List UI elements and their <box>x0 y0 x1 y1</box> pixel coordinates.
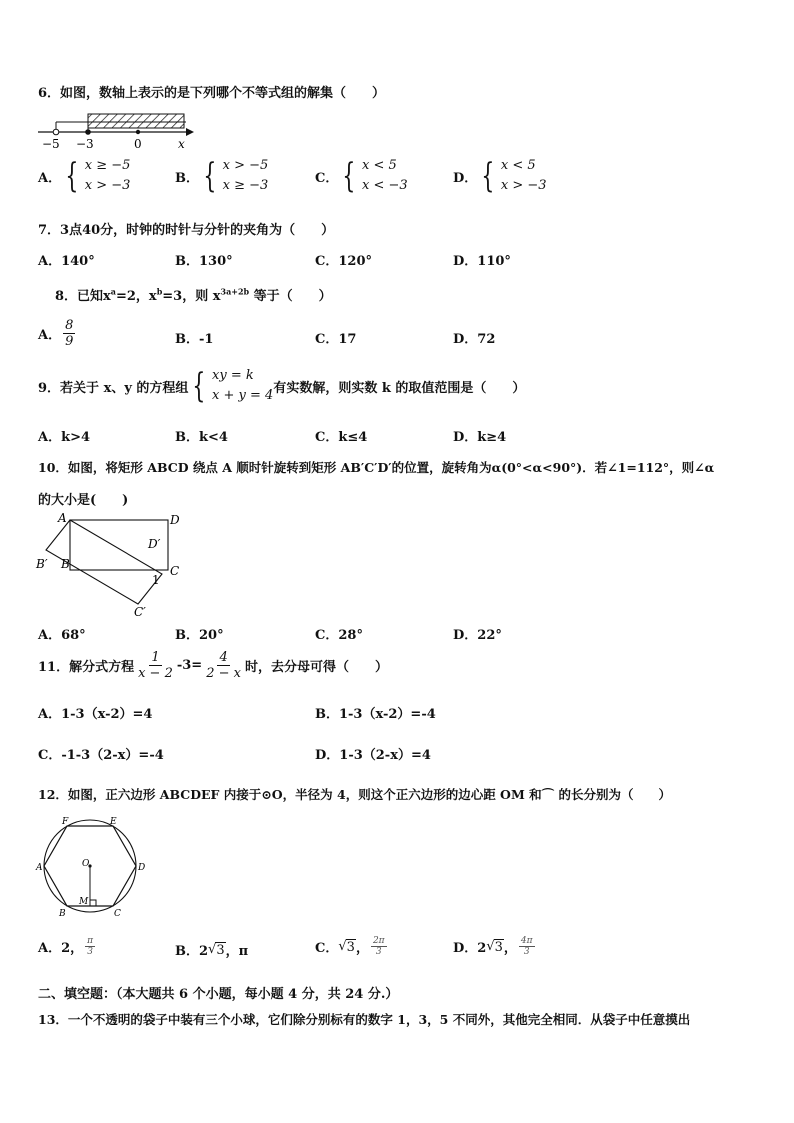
q10-option-a: A．68° <box>38 628 86 643</box>
q11-option-d: D．1-3（2-x）=4 <box>315 748 431 763</box>
label-M: M <box>79 897 89 907</box>
label-A: A <box>58 511 67 525</box>
q13-stem: 13．一个不透明的袋子中装有三个小球，它们除分别标有的数字 1，3，5 不同外，其他完全相同．从袋子中任意摸出 <box>38 1012 691 1027</box>
label-B: B <box>61 557 70 571</box>
q12-option-c: C． √ 3 ， $\frac{2\pi}{3}$ <box>315 936 385 957</box>
label-Bp: B′ <box>36 557 48 571</box>
q12-option-a: A．2， $\frac{\pi}{3}$ <box>38 936 94 957</box>
q11-stem: 11．解分式方程 $\frac{1}{x - 2}$ -3= $\frac{4}{2 - x}$ 时，去分母可得（ ） <box>38 650 388 681</box>
q8-stem: 8．已知$x^a=2$，$x^b=3$，则 $x^{3a+2b}$ 等于（ ） <box>55 286 332 304</box>
q9-stem: 9．若关于 x、y 的方程组 { xy = k x + y = 4 有实数解，则实数 k 的取值范围是（ ） <box>38 366 526 406</box>
hexagon-circle-figure <box>34 812 154 920</box>
q7-option-c: C．120° <box>315 254 372 269</box>
q8-option-a: A． $\frac{8}{9}$ <box>38 318 74 349</box>
q12-option-b: B．2 √ 3 ，π <box>175 941 249 959</box>
q11-option-a: A．1-3（x-2）=4 <box>38 707 153 722</box>
axis-label-neg5: −5 <box>42 137 60 151</box>
label-F: F <box>62 817 69 827</box>
label-O: O <box>82 859 90 869</box>
q10-option-c: C．28° <box>315 628 363 643</box>
section-2-heading: 二、填空题：（本大题共 6 个小题，每小题 4 分，共 24 分.） <box>38 987 399 1002</box>
q10-stem-line1: 10．如图，将矩形 ABCD 绕点 A 顺时针旋转到矩形 AB′C′D′的位置，旋转角为α(0°<α<90°)．若∠1=112°，则∠α <box>38 460 715 475</box>
label-C: C <box>114 909 121 919</box>
q9-option-b: B．k<4 <box>175 430 228 445</box>
q11-option-c: C．-1-3（2-x）=-4 <box>38 748 164 763</box>
label-1: 1 <box>152 573 160 587</box>
label-E: E <box>110 817 117 827</box>
q9-option-c: C．k≤4 <box>315 430 368 445</box>
q9-option-d: D．k≥4 <box>453 430 507 445</box>
label-D: D <box>138 863 146 873</box>
q12-option-d: D．2 √ 3 ， $\frac{4\pi}{3}$ <box>453 936 533 957</box>
q7-option-b: B．130° <box>175 254 233 269</box>
q8-option-c: C．17 <box>315 332 357 347</box>
q10-stem-line2: 的大小是( ) <box>38 493 129 508</box>
q6-stem: 6．如图，数轴上表示的是下列哪个不等式组的解集（ ） <box>38 86 386 101</box>
q7-option-a: A．140° <box>38 254 95 269</box>
q12-stem: 12．如图，正六边形 ABCDEF 内接于⊙O，半径为 4，则这个正六边形的边心距 OM 和⌒ 的长分别为（ ） <box>38 787 671 802</box>
q6-option-c: C． { x < 5 x < −3 <box>315 156 408 196</box>
label-C: C <box>170 564 180 578</box>
rotated-rectangle-figure <box>34 508 184 620</box>
axis-label-x: x <box>178 137 185 151</box>
q6-option-d: D． { x < 5 x > −3 <box>453 156 547 196</box>
label-Cp: C′ <box>134 605 146 619</box>
q6-option-a: A． { x ≥ −5 x > −3 <box>38 156 131 196</box>
axis-label-neg3: −3 <box>76 137 94 151</box>
q6-option-b: B． { x > −5 x ≥ −3 <box>175 156 269 196</box>
label-A: A <box>36 863 43 873</box>
q10-option-b: B．20° <box>175 628 224 643</box>
q10-option-d: D．22° <box>453 628 502 643</box>
label-D: D <box>170 513 180 527</box>
q9-option-a: A．k>4 <box>38 430 91 445</box>
q8-option-d: D．72 <box>453 332 496 347</box>
label-B: B <box>59 909 66 919</box>
q7-option-d: D．110° <box>453 254 511 269</box>
q8-option-b: B．-1 <box>175 332 214 347</box>
label-Dp: D′ <box>148 537 161 551</box>
axis-label-zero: 0 <box>134 137 142 151</box>
q7-stem: 7．3点40分，时钟的时针与分针的夹角为（ ） <box>38 223 335 238</box>
number-line-figure <box>36 110 196 152</box>
q11-option-b: B．1-3（x-2）=-4 <box>315 707 436 722</box>
